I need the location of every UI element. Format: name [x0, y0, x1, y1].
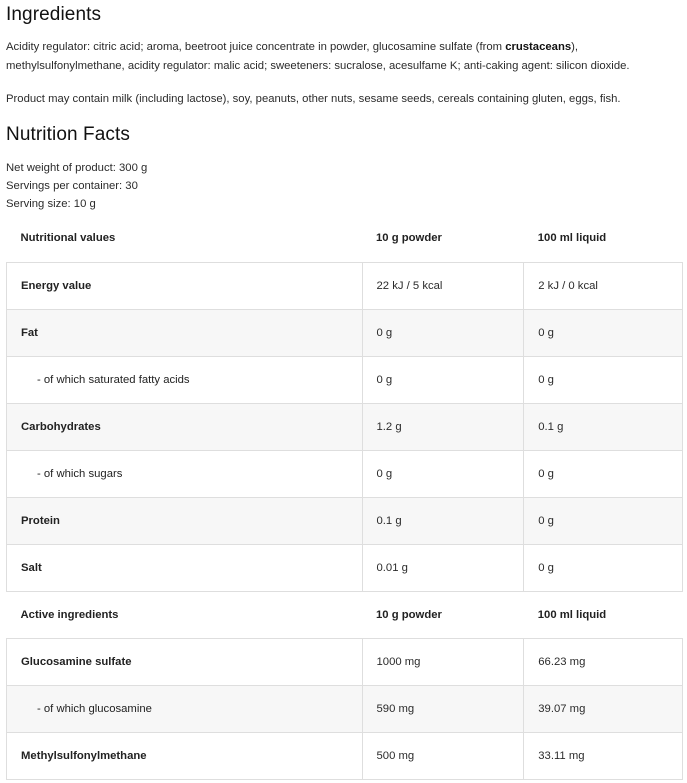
table-row [7, 262, 683, 309]
nutritional-cell-name: Energy value [7, 262, 363, 309]
active-header-liquid: 100 ml liquid [537, 608, 607, 621]
nutritional-cell-liquid: 0 g [524, 450, 683, 497]
active-header-row [7, 591, 683, 638]
table-row [7, 309, 683, 356]
ingredients-title: Ingredients [6, 4, 102, 25]
nutritional-cell-liquid: 0.1 g [524, 403, 683, 450]
serving-size: Serving size: 10 g [6, 198, 96, 210]
nutritional-cell-name: - of which saturated fatty acids [7, 356, 363, 403]
nutritional-header-powder: 10 g powder [376, 232, 442, 245]
active-header-name: Active ingredients [20, 608, 119, 621]
nutrition-table [6, 215, 683, 780]
ingredients-text-part-2: ), methylsulfonylmethane, acidity regulator: malic acid; sweeteners: sucralose, acesulfame K; anti-caking agent: silicon dioxide. [6, 41, 630, 72]
nutritional-cell-name: Fat [7, 309, 363, 356]
active-cell-powder: 1000 mg [362, 638, 524, 685]
active-cell-liquid: 39.07 mg [524, 685, 683, 732]
nutritional-cell-powder: 1.2 g [362, 403, 524, 450]
active-cell-powder: 500 mg [362, 732, 524, 779]
nutritional-cell-name: Carbohydrates [7, 403, 363, 450]
allergen-highlight: crustaceans [505, 41, 572, 53]
nutritional-cell-name: Protein [7, 497, 363, 544]
nutritional-header-name: Nutritional values [20, 232, 116, 245]
active-cell-name: Methylsulfonylmethane [7, 732, 363, 779]
nutritional-cell-powder: 0.1 g [362, 497, 524, 544]
allergen-warning: Product may contain milk (including lactose), soy, peanuts, other nuts, sesame seeds, cereals containing gluten, eggs, fish. [6, 93, 621, 105]
active-header-powder: 10 g powder [376, 608, 442, 621]
nutritional-cell-liquid: 2 kJ / 0 kcal [524, 262, 683, 309]
nutritional-cell-liquid: 0 g [524, 544, 683, 591]
nutritional-cell-name: - of which sugars [7, 450, 363, 497]
nutritional-cell-liquid: 0 g [524, 309, 683, 356]
nutritional-cell-powder: 0 g [362, 356, 524, 403]
nutritional-header-row [7, 215, 683, 262]
net-weight: Net weight of product: 300 g [6, 162, 148, 174]
nutritional-cell-name: Salt [7, 544, 363, 591]
nutritional-cell-liquid: 0 g [524, 356, 683, 403]
nutritional-cell-powder: 22 kJ / 5 kcal [362, 262, 524, 309]
table-row [7, 732, 683, 779]
nutritional-cell-powder: 0 g [362, 450, 524, 497]
table-row [7, 685, 683, 732]
ingredients-text-part-1: Acidity regulator: citric acid; aroma, beetroot juice concentrate in powder, glucosamine sulfate (from [6, 41, 506, 53]
table-row [7, 544, 683, 591]
table-row [7, 497, 683, 544]
nutritional-cell-powder: 0.01 g [362, 544, 524, 591]
active-cell-liquid: 66.23 mg [524, 638, 683, 685]
table-row [7, 356, 683, 403]
active-cell-powder: 590 mg [362, 685, 524, 732]
servings-per-container: Servings per container: 30 [6, 180, 138, 192]
nutritional-cell-powder: 0 g [362, 309, 524, 356]
active-cell-liquid: 33.11 mg [524, 732, 683, 779]
ingredients-text [6, 38, 682, 76]
table-row [7, 450, 683, 497]
nutritional-cell-liquid: 0 g [524, 497, 683, 544]
nutrition-facts-title: Nutrition Facts [6, 124, 130, 145]
nutritional-header-liquid: 100 ml liquid [537, 232, 607, 245]
active-cell-name: - of which glucosamine [7, 685, 363, 732]
active-cell-name: Glucosamine sulfate [7, 638, 363, 685]
table-row [7, 638, 683, 685]
table-row [7, 403, 683, 450]
